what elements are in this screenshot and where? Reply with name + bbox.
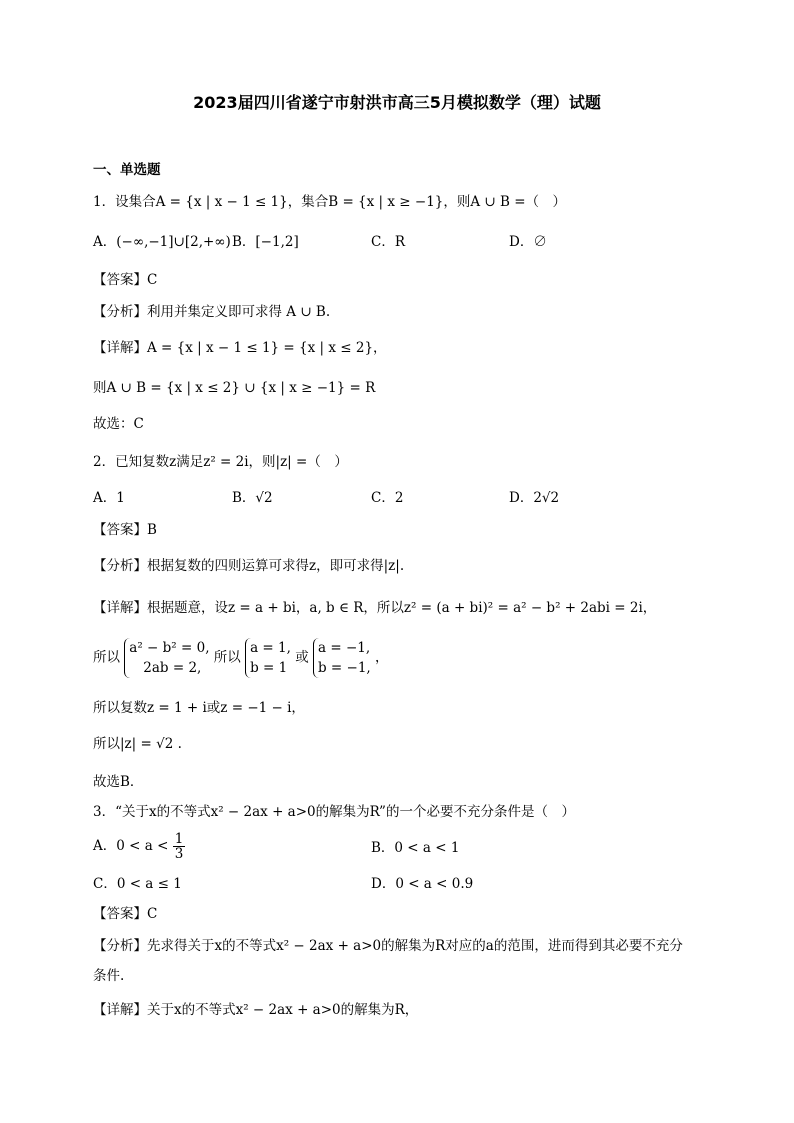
question-2-stem: 2．已知复数z满足z² = 2i，则|z| =（ ） [93,454,348,470]
analysis-text: 先求得关于x的不等式x² − 2ax + a>0的解集为R对应的a的范围，进而得到其必要不充分 [147,938,683,954]
system-3-eq-2: b = −1, [318,660,371,676]
q2-equation-systems [93,638,389,678]
q3-option-a [93,832,185,861]
q2-answer [93,520,157,540]
q1-answer [93,270,157,290]
answer-value: C [147,906,158,922]
system-2 [245,638,291,678]
fraction-numerator: 1 [174,831,184,847]
q3-detail [93,1000,418,1020]
system-2-eq-1: a = 1, [250,640,291,656]
q2-choose: 故选B． [93,774,144,790]
q1-option-c: C．R [371,234,405,250]
fraction-denominator: 3 [174,846,184,862]
detail-text: A = {x | x − 1 ≤ 1} = {x | x ≤ 2}， [147,340,387,356]
q2-analysis [93,556,404,576]
q3-option-a-prefix: A．0 < a < [93,838,169,854]
q2-detail-3: 所以复数z = 1 + i或z = −1 − i， [93,700,305,716]
analysis-tag: 【分析】 [93,304,147,320]
detail-text: 关于x的不等式x² − 2ax + a>0的解集为R， [147,1002,419,1018]
system-3 [313,638,371,678]
detail-tag: 【详解】 [93,1002,147,1018]
system-1-eq-1: a² − b² = 0, [129,640,210,656]
q3-analysis [93,936,683,956]
answer-value: B [147,522,157,538]
q3-option-c: C．0 < a ≤ 1 [93,876,182,892]
system-2-eq-2: b = 1 [250,660,288,676]
system-1 [124,638,209,678]
detail-tag: 【详解】 [93,600,147,616]
detail-tag: 【详解】 [93,340,147,356]
q2-option-a: A．1 [93,490,125,506]
q1-detail-2: 则A ∪ B = {x | x ≤ 2} ∪ {x | x ≥ −1} = R [93,380,376,396]
analysis-tag: 【分析】 [93,558,147,574]
system-1-eq-2: 2ab = 2, [143,660,202,676]
q1-choose: 故选：C [93,416,144,432]
q1-option-a: A．(−∞,−1]∪[2,+∞) [93,234,231,250]
sys-end: ， [375,649,389,666]
q2-option-b: B．√2 [232,490,273,506]
q3-option-b: B．0 < a < 1 [371,840,460,856]
analysis-text: 根据复数的四则运算可求得z，即可求得|z|. [147,558,405,574]
q2-detail [93,598,656,618]
q1-analysis [93,302,330,322]
answer-tag: 【答案】 [93,522,147,538]
q2-option-d: D．2√2 [509,490,560,506]
analysis-tag: 【分析】 [93,938,147,954]
question-1-stem: 1．设集合A = {x | x − 1 ≤ 1}，集合B = {x | x ≥ −1}，则A ∪ B =（ ） [93,194,567,210]
sys-or: 或 [295,649,309,666]
answer-tag: 【答案】 [93,906,147,922]
sys-prefix: 所以 [93,649,120,666]
section-heading: 一、单选题 [93,162,161,178]
answer-tag: 【答案】 [93,272,147,288]
fraction [173,832,186,861]
q3-analysis-2: 条件. [93,968,125,984]
sys-mid: 所以 [213,649,241,666]
q1-detail [93,338,387,358]
answer-value: C [147,272,158,288]
question-3-stem: 3．“关于x的不等式x² − 2ax + a>0的解集为R”的一个必要不充分条件是（ ） [93,804,575,820]
q1-option-d: D．∅ [509,234,547,250]
q3-answer [93,904,157,924]
page-title: 2023届四川省遂宁市射洪市高三5月模拟数学（理）试题 [193,93,601,112]
q2-detail-4: 所以|z| = √2 . [93,736,182,752]
detail-text: 根据题意，设z = a + bi，a, b ∈ R，所以z² = (a + bi)² = a² − b² + 2abi = 2i， [147,600,657,616]
q1-option-b: B．[−1,2] [232,234,299,250]
system-3-eq-1: a = −1, [318,640,371,656]
analysis-text: 利用并集定义即可求得 A ∪ B. [147,304,331,320]
q3-option-d: D．0 < a < 0.9 [371,876,474,892]
q2-option-c: C．2 [371,490,404,506]
